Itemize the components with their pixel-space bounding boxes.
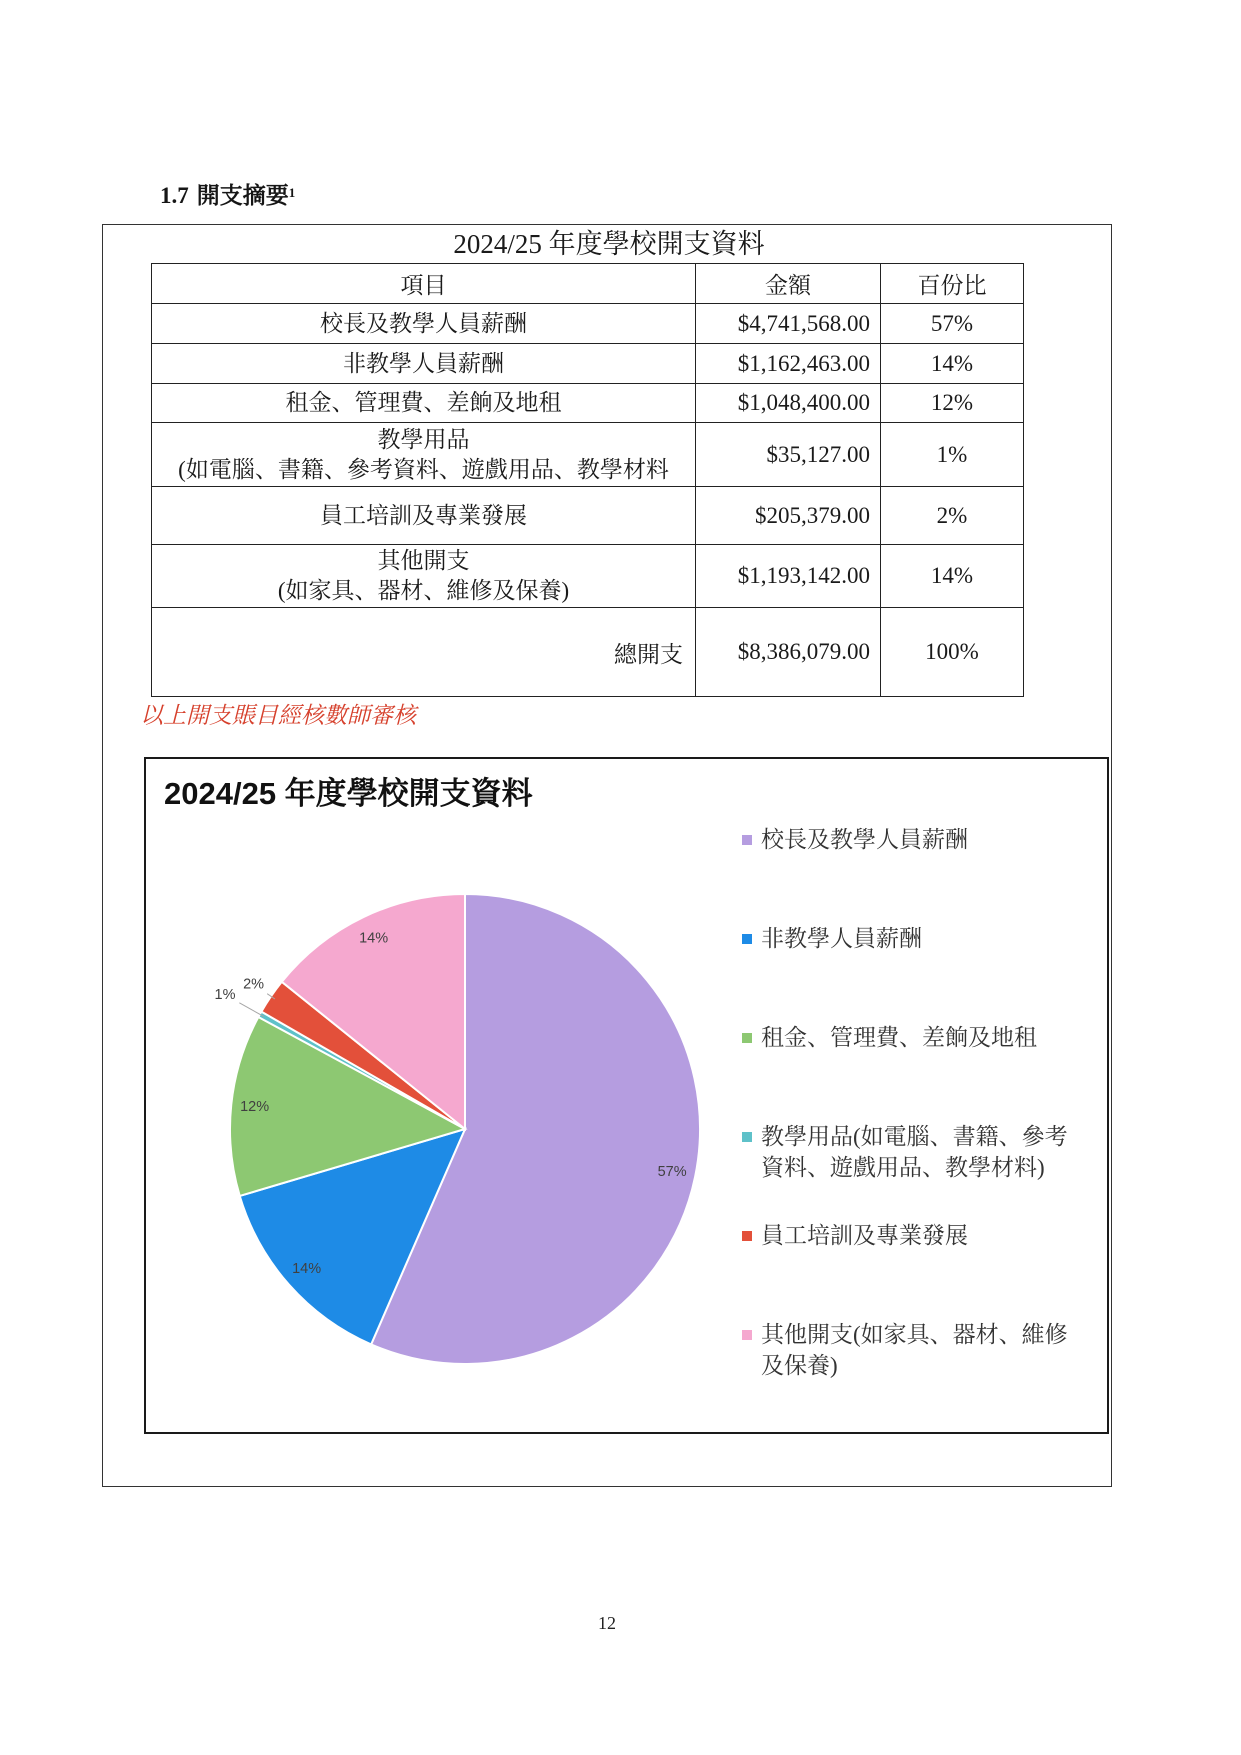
- item-cell: [152, 487, 696, 545]
- legend-item: [742, 824, 1086, 855]
- table-title: 2024/25 年度學校開支資料: [453, 229, 765, 259]
- table-total-row: [152, 608, 1024, 697]
- percent-cell: 14%: [881, 545, 1024, 608]
- legend-label: 租金、管理費、差餉及地租: [761, 1025, 1037, 1050]
- section-number: 1.7: [160, 183, 189, 208]
- item-line: 其他開支: [377, 548, 470, 573]
- total-amount: $8,386,079.00: [696, 608, 881, 697]
- legend-swatch: [742, 1033, 752, 1043]
- legend-item: [742, 1121, 1086, 1183]
- percent-cell: 14%: [881, 344, 1024, 384]
- table-row: [152, 545, 1024, 608]
- percent-cell: 12%: [881, 384, 1024, 423]
- header-amount: 金額: [696, 264, 881, 304]
- expenditure-table: [151, 263, 1024, 697]
- item-line: 員工培訓及專業發展: [320, 502, 527, 528]
- table-row: [152, 384, 1024, 423]
- table-row: [152, 487, 1024, 545]
- legend-label: 員工培訓及專業發展: [761, 1223, 968, 1248]
- item-line: 租金、管理費、差餉及地租: [285, 390, 562, 415]
- pie-label-1: 57%: [657, 1164, 687, 1181]
- amount-cell: $1,193,142.00: [696, 545, 881, 608]
- percent-cell: 2%: [881, 487, 1024, 545]
- legend-label: 非教學人員薪酬: [761, 926, 922, 951]
- header-item: 項目: [152, 264, 696, 304]
- table-row: [152, 423, 1024, 487]
- item-line: 非教學人員薪酬: [343, 350, 504, 376]
- header-percent: 百份比: [881, 264, 1024, 304]
- item-line: (如家具、器材、維修及保養): [277, 578, 570, 603]
- amount-cell: $1,048,400.00: [696, 384, 881, 423]
- amount-cell: $35,127.00: [696, 423, 881, 487]
- pie-slices: [230, 894, 700, 1364]
- item-cell: [152, 423, 696, 487]
- amount-cell: $4,741,568.00: [696, 304, 881, 344]
- pie-label-2: 14%: [292, 1261, 322, 1278]
- pie-leader-line-4: [239, 1003, 264, 1017]
- total-label: 總開支: [152, 608, 696, 697]
- amount-cell: $205,379.00: [696, 487, 881, 545]
- percent-cell: 57%: [881, 304, 1024, 344]
- audit-note: 以上開支賬目經核數師審核: [140, 703, 416, 728]
- legend-item: [742, 1022, 1086, 1053]
- item-cell: [152, 344, 696, 384]
- pie-label-4: 1%: [214, 986, 236, 1003]
- amount-cell: $1,162,463.00: [696, 344, 881, 384]
- chart-title: 2024/25 年度學校開支資料: [164, 776, 533, 811]
- legend-swatch: [742, 1231, 752, 1241]
- page-number: 12: [598, 1613, 616, 1633]
- table-row: [152, 344, 1024, 384]
- item-line: 教學用品: [377, 426, 470, 452]
- item-cell: [152, 304, 696, 344]
- pie-label-5: 2%: [243, 976, 265, 993]
- legend-swatch: [742, 1330, 752, 1340]
- section-title: 開支摘要: [196, 183, 289, 208]
- table-header-row: [152, 264, 1024, 304]
- pie-label-6: 14%: [359, 930, 389, 947]
- section-heading: [160, 182, 295, 210]
- legend-swatch: [742, 835, 752, 845]
- percent-cell: 1%: [881, 423, 1024, 487]
- legend-label: 教學用品(如電腦、書籍、參考資料、遊戲用品、教學材料): [761, 1124, 1068, 1180]
- legend-label: 校長及教學人員薪酬: [761, 827, 968, 852]
- item-cell: [152, 384, 696, 423]
- legend-swatch: [742, 1132, 752, 1142]
- legend-item: [742, 1319, 1086, 1381]
- total-percent: 100%: [881, 608, 1024, 697]
- footnote-marker: 1: [288, 185, 296, 200]
- item-cell: [152, 545, 696, 608]
- item-line: (如電腦、書籍、參考資料、遊戲用品、教學材料: [178, 456, 669, 482]
- pie-label-3: 12%: [240, 1099, 270, 1116]
- item-line: 校長及教學人員薪酬: [320, 310, 527, 336]
- legend-label: 其他開支(如家具、器材、維修及保養): [761, 1322, 1068, 1378]
- legend-swatch: [742, 934, 752, 944]
- legend-item: [742, 1220, 1086, 1251]
- legend-item: [742, 923, 1086, 954]
- table-row: [152, 304, 1024, 344]
